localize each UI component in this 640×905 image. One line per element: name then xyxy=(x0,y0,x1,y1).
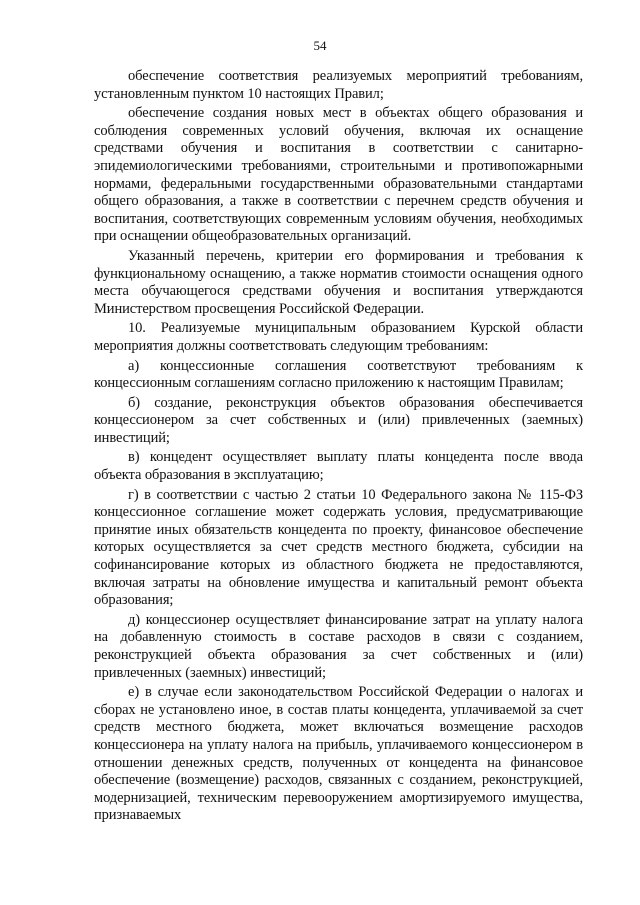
paragraph: г) в соответствии с частью 2 статьи 10 Федерального закона № 115-ФЗ концессионное соглашение может содержать условия, предусматривающие принятие иных обязательств концедента по проекту, финансовое обеспечение которых осуществляется за счет средств местного бюджета, субсидии на софинансирование которых из областного бюджета не предоставляются, включая затраты на обновление имущества и капитальный ремонт объекта образования; xyxy=(94,486,583,609)
paragraph: обеспечение создания новых мест в объектах общего образования и соблюдения современных условий обучения, включая их оснащение средствами обучения и воспитания в соответствии с санитарно-эпидемиологическими требованиями, строительными и противопожарными нормами, федеральными государственными образовательными стандартами общего образования, а также в соответствии с перечнем средств обучения и воспитания, соответствующих современным условиям обучения, необходимых при оснащении общеобразовательных организаций. xyxy=(94,105,583,245)
paragraph: в) концедент осуществляет выплату платы концедента после ввода объекта образования в эксплуатацию; xyxy=(94,449,583,484)
page-number: 54 xyxy=(313,38,327,53)
paragraph: е) в случае если законодательством Российской Федерации о налогах и сборах не установлено иное, в состав платы концедента, уплачиваемой за счет средств местного бюджета, может включаться возмещение расходов концессионера на уплату налога на прибыль, уплачиваемого концессионером в отношении денежных средств, полученных от концедента на финансовое обеспечение (возмещение) расходов, связанных с созданием, реконструкцией, модернизацией, техническим перевооружением амортизируемого имущества, признаваемых xyxy=(94,684,583,824)
paragraph: б) создание, реконструкция объектов образования обеспечивается концессионером за счет собственных и (или) привлеченных (заемных) инвестиций; xyxy=(94,394,583,446)
paragraph: а) концессионные соглашения соответствуют требованиям к концессионным соглашениям согласно приложению к настоящим Правилам; xyxy=(94,357,583,392)
paragraph: д) концессионер осуществляет финансирование затрат на уплату налога на добавленную стоимость в составе расходов в связи с созданием, реконструкцией объекта образования за счет собственных и (или) привлеченных (заемных) инвестиций; xyxy=(94,611,583,681)
paragraph: 10. Реализуемые муниципальным образованием Курской области мероприятия должны соответствовать следующим требованиям: xyxy=(94,320,583,354)
document-body xyxy=(94,68,583,827)
paragraph: обеспечение соответствия реализуемых мероприятий требованиям, установленным пунктом 10 настоящих Правил; xyxy=(94,68,583,102)
paragraph: Указанный перечень, критерии его формирования и требования к функциональному оснащению, а также норматив стоимости оснащения одного места обучающегося средствами обучения и воспитания утверждаются Министерством просвещения Российской Федерации. xyxy=(94,247,583,317)
